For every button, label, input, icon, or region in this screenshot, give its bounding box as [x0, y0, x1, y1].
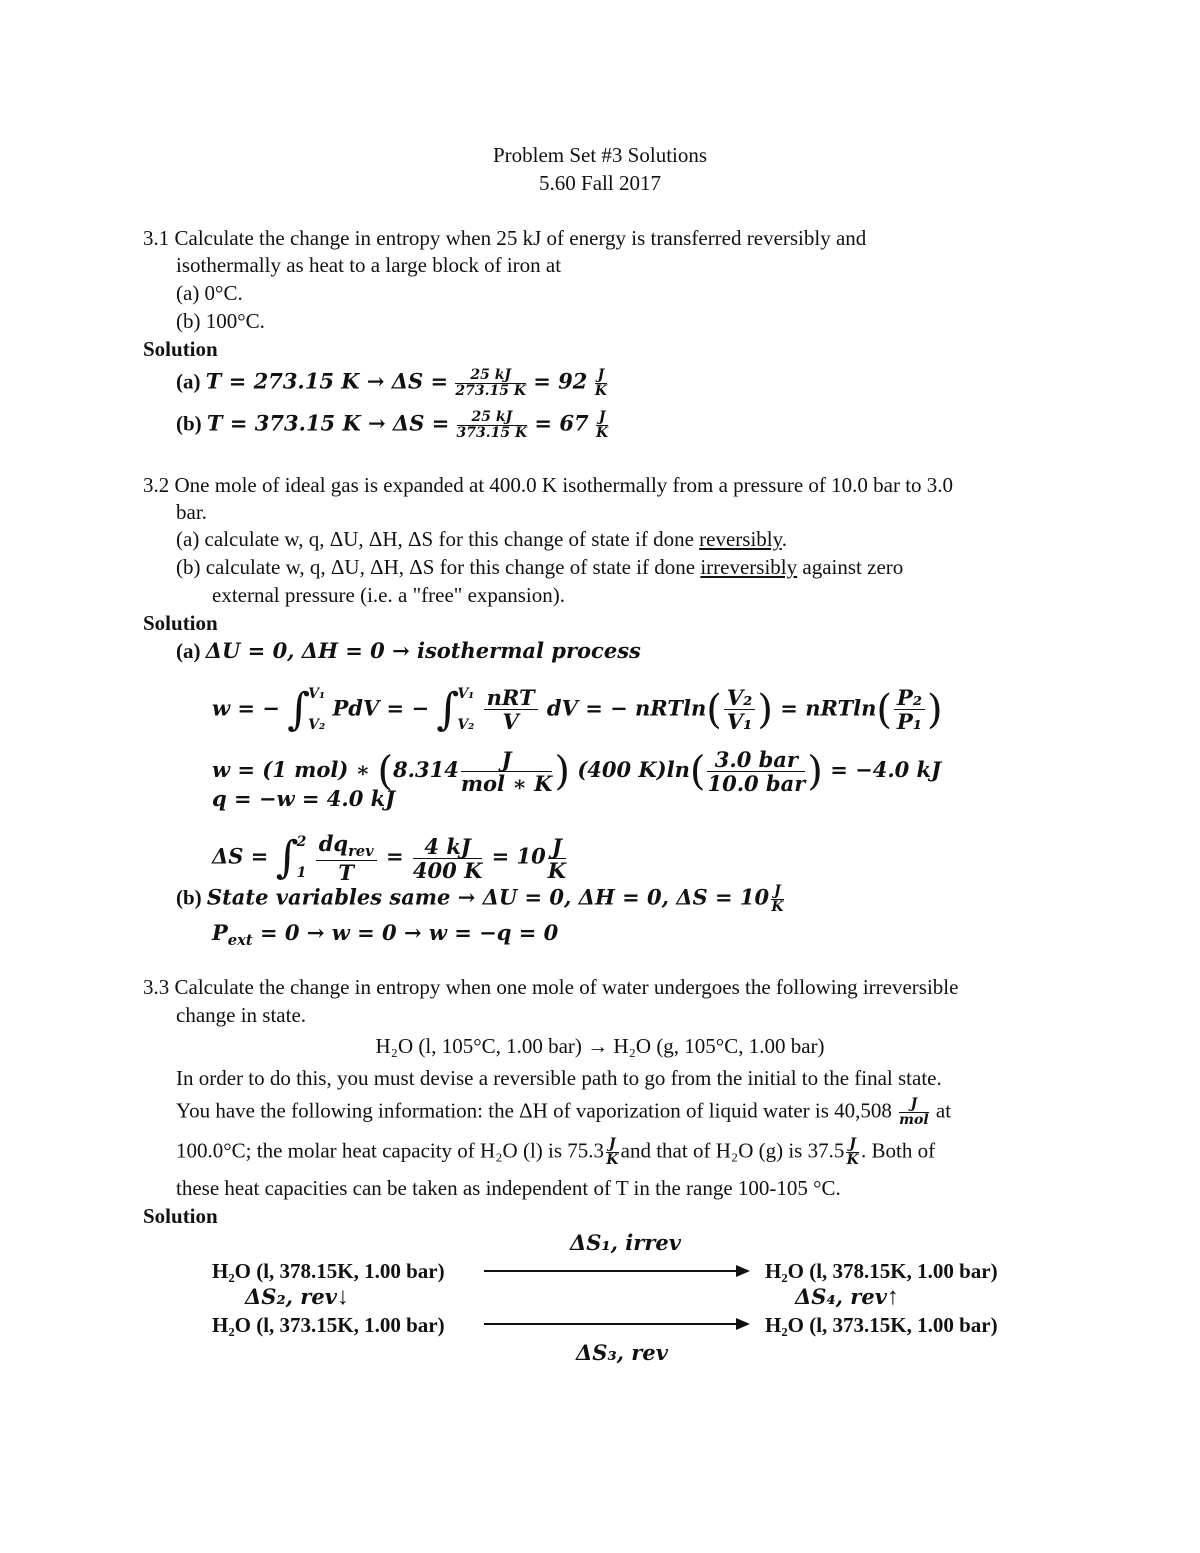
- integral-limits: [297, 834, 307, 882]
- underlined-text: irreversibly: [700, 555, 798, 579]
- paren: ): [554, 748, 571, 795]
- problem-3-2-line1: [143, 472, 953, 498]
- equation-result: = 67: [534, 410, 589, 436]
- integral-sign: ∫: [275, 832, 299, 884]
- paren: (: [876, 686, 893, 733]
- numerator-main: dq: [318, 831, 349, 856]
- top-arrow-label: ΔS₁, irrev: [570, 1230, 681, 1255]
- denominator: 400 K: [412, 857, 483, 883]
- denominator: 373.15 K: [456, 425, 528, 442]
- problem-3-2-part-a: [176, 526, 787, 552]
- equation: ΔU = 0, ΔH = 0 → isothermal process: [205, 638, 641, 663]
- numerator: 4 kJ: [413, 835, 482, 859]
- fraction: [707, 748, 805, 795]
- lower-limit: 1: [296, 865, 307, 882]
- eq-part: = 0 → w = 0 → w = −q = 0: [252, 920, 559, 945]
- numerator: 3.0 bar: [707, 748, 805, 772]
- denominator: 10.0 bar: [707, 771, 806, 797]
- problem-3-2-line2: bar.: [176, 500, 207, 524]
- eq-part: P: [212, 920, 228, 945]
- equation: State variables same → ΔU = 0, ΔH = 0, ΔS = 10: [206, 884, 770, 910]
- denominator: K: [846, 1152, 859, 1169]
- numerator: 25 kJ: [455, 368, 526, 384]
- denominator: P₁: [897, 709, 923, 735]
- down-arrow-icon: ↓: [336, 1284, 349, 1310]
- bottom-arrow-head: [736, 1318, 750, 1330]
- problem-3-1-line2: isothermally as heat to a large block of iron at: [176, 253, 562, 277]
- eq-part: = 10: [491, 843, 546, 869]
- course-subtitle: 5.60 Fall 2017: [539, 171, 661, 195]
- numerator: J: [461, 748, 553, 772]
- integral-limits: [457, 686, 474, 734]
- denominator: K: [596, 425, 609, 442]
- eq-part: =: [386, 843, 404, 869]
- unit-fraction: [548, 835, 566, 882]
- fraction: [316, 832, 377, 884]
- numerator: P₂: [894, 686, 925, 710]
- paren: (: [689, 748, 706, 795]
- entropy-equation: [212, 832, 568, 884]
- page-title: Problem Set #3 Solutions: [492, 143, 708, 167]
- part-label: (b): [176, 411, 202, 436]
- eq-part: 8.314: [393, 757, 459, 783]
- eq-part: dV = − nRTln: [546, 695, 707, 721]
- problem-3-1-part-a: (a) 0°C.: [176, 281, 243, 305]
- denominator: V: [502, 709, 519, 735]
- numerator: J: [596, 410, 609, 426]
- fraction: [457, 410, 528, 442]
- integral-sign: ∫: [287, 683, 311, 735]
- text: .: [781, 527, 788, 551]
- eq-part: = nRTln: [780, 695, 877, 721]
- unit-fraction: [596, 410, 609, 442]
- numerator: J: [899, 1097, 928, 1113]
- integral-sign: ∫: [436, 683, 460, 735]
- step-label: ΔS₂, rev: [245, 1284, 337, 1309]
- state-top-left: H₂O (l, 378.15K, 1.00 bar): [212, 1259, 445, 1283]
- text: (b) calculate w, q, ΔU, ΔH, ΔS for this change of state if done: [176, 555, 701, 579]
- text: against zero: [797, 555, 904, 579]
- problem-3-2-part-b-line2: external pressure (i.e. a "free" expansion).: [212, 583, 565, 607]
- problem-text: Calculate the change in entropy when one mole of water undergoes the following irreversible: [174, 975, 959, 999]
- problem-3-3-line5: [176, 1137, 935, 1169]
- problem-3-3-line6: these heat capacities can be taken as independent of T in the range 100-105 °C.: [176, 1176, 841, 1200]
- paren: (: [706, 686, 722, 733]
- problem-number: 3.1: [143, 226, 170, 250]
- problem-3-2-part-b: [176, 554, 903, 580]
- text: at: [935, 1098, 952, 1123]
- denominator: V₁: [726, 709, 753, 735]
- upper-limit: 2: [296, 834, 307, 851]
- denominator: K: [547, 857, 567, 883]
- problem-text: Calculate the change in entropy when 25 kJ of energy is transferred reversibly and: [174, 226, 867, 250]
- equation-lhs: T = 373.15 K → ΔS =: [206, 410, 450, 436]
- solution-label: Solution: [143, 611, 218, 635]
- denominator: mol ∗ K: [460, 771, 553, 797]
- numerator: J: [606, 1137, 619, 1153]
- solution-label: Solution: [143, 337, 218, 361]
- unit-fraction: [606, 1137, 619, 1169]
- numerator: [316, 832, 377, 861]
- fraction: [724, 686, 756, 733]
- state-top-right: H₂O (l, 378.15K, 1.00 bar): [765, 1259, 998, 1283]
- state-bottom-right: H₂O (l, 373.15K, 1.00 bar): [765, 1313, 998, 1337]
- solution-3-2-b: [176, 884, 786, 916]
- text: . Both of: [860, 1138, 936, 1163]
- right-step-label: [795, 1284, 899, 1310]
- heat-equation: q = −w = 4.0 kJ: [212, 786, 396, 811]
- unit-fraction: [899, 1097, 928, 1129]
- part-label: (b): [176, 885, 202, 910]
- denominator: K: [771, 899, 784, 916]
- denominator: K: [606, 1152, 619, 1169]
- up-arrow-icon: ↑: [886, 1284, 899, 1310]
- text: and that of H₂O (g) is 37.5: [620, 1138, 845, 1163]
- paren: ): [927, 686, 943, 733]
- eq-part: = −4.0 kJ: [830, 757, 942, 783]
- eq-part: w = −: [212, 695, 280, 721]
- equation-lhs: T = 273.15 K → ΔS =: [205, 368, 449, 394]
- fraction: [455, 368, 526, 400]
- problem-3-3-line2: change in state.: [176, 1003, 307, 1027]
- numerator: J: [548, 835, 566, 859]
- eq-part: (400 K)ln: [577, 757, 690, 783]
- problem-number: 3.2: [143, 473, 170, 497]
- numerator: V₂: [724, 686, 756, 710]
- eq-part: PdV = −: [332, 695, 430, 721]
- numerator: J: [771, 884, 784, 900]
- state-bottom-left: H₂O (l, 373.15K, 1.00 bar): [212, 1313, 445, 1337]
- problem-number: 3.3: [143, 975, 170, 999]
- lower-limit: V₂: [457, 716, 475, 733]
- text: You have the following information: the ΔH of vaporization of liquid water is 40,508: [176, 1098, 892, 1123]
- eq-part: w = (1 mol) ∗: [212, 757, 371, 783]
- upper-limit: V₁: [457, 686, 475, 702]
- eq-part: ΔS =: [212, 843, 269, 869]
- underlined-text: reversibly: [699, 527, 782, 551]
- left-step-label: [245, 1284, 349, 1310]
- external-pressure-equation: [212, 920, 558, 954]
- text: 100.0°C; the molar heat capacity of H₂O (l) is 75.3: [176, 1138, 605, 1163]
- unit-fraction: [771, 884, 784, 916]
- denominator: K: [594, 383, 608, 400]
- numerator-subscript: rev: [348, 843, 374, 861]
- fraction: [413, 835, 482, 882]
- solution-3-2-a: [176, 638, 641, 664]
- unit-fraction: [595, 368, 608, 400]
- fraction: [894, 686, 925, 733]
- paren: ): [807, 748, 823, 795]
- step-label: ΔS₄, rev: [795, 1284, 887, 1309]
- denominator: T: [338, 860, 354, 886]
- solution-3-1-b: [176, 410, 610, 442]
- problem-3-3-line3: In order to do this, you must devise a reversible path to go from the initial to the final state.: [176, 1066, 942, 1090]
- solution-label: Solution: [143, 1204, 218, 1228]
- numerator: nRT: [484, 686, 538, 710]
- fraction: [484, 686, 538, 733]
- fraction: [461, 748, 553, 795]
- upper-limit: V₁: [308, 686, 326, 702]
- reaction-equation: H₂O (l, 105°C, 1.00 bar) → H₂O (g, 105°C, 1.00 bar): [375, 1034, 825, 1058]
- top-arrow-line: [484, 1270, 738, 1272]
- part-label: (a): [176, 369, 201, 394]
- paren: (: [377, 748, 394, 795]
- problem-3-1-part-b: (b) 100°C.: [176, 309, 265, 333]
- problem-3-3-line1: [143, 974, 958, 1000]
- denominator: 273.15 K: [455, 383, 526, 400]
- part-label: (a): [176, 639, 201, 663]
- denominator: mol: [899, 1112, 929, 1129]
- bottom-arrow-line: [484, 1323, 738, 1325]
- top-arrow-head: [736, 1265, 750, 1277]
- problem-3-3-line4: [176, 1097, 951, 1129]
- numerator: J: [595, 368, 608, 384]
- numerator: 25 kJ: [457, 410, 528, 426]
- equation-result: = 92: [533, 368, 588, 394]
- integral-limits: [308, 686, 325, 734]
- subscript: ext: [227, 932, 253, 950]
- bottom-arrow-label: ΔS₃, rev: [576, 1340, 668, 1365]
- problem-3-1-line1: [143, 225, 866, 251]
- numerator: J: [846, 1137, 859, 1153]
- paren: ): [757, 686, 773, 733]
- lower-limit: V₂: [308, 716, 326, 733]
- unit-fraction: [846, 1137, 859, 1169]
- problem-text: One mole of ideal gas is expanded at 400.0 K isothermally from a pressure of 10.0 bar to 3.0: [174, 473, 954, 497]
- work-equation-1: [212, 683, 943, 735]
- solution-3-1-a: [176, 368, 609, 400]
- text: (a) calculate w, q, ΔU, ΔH, ΔS for this change of state if done: [176, 527, 700, 551]
